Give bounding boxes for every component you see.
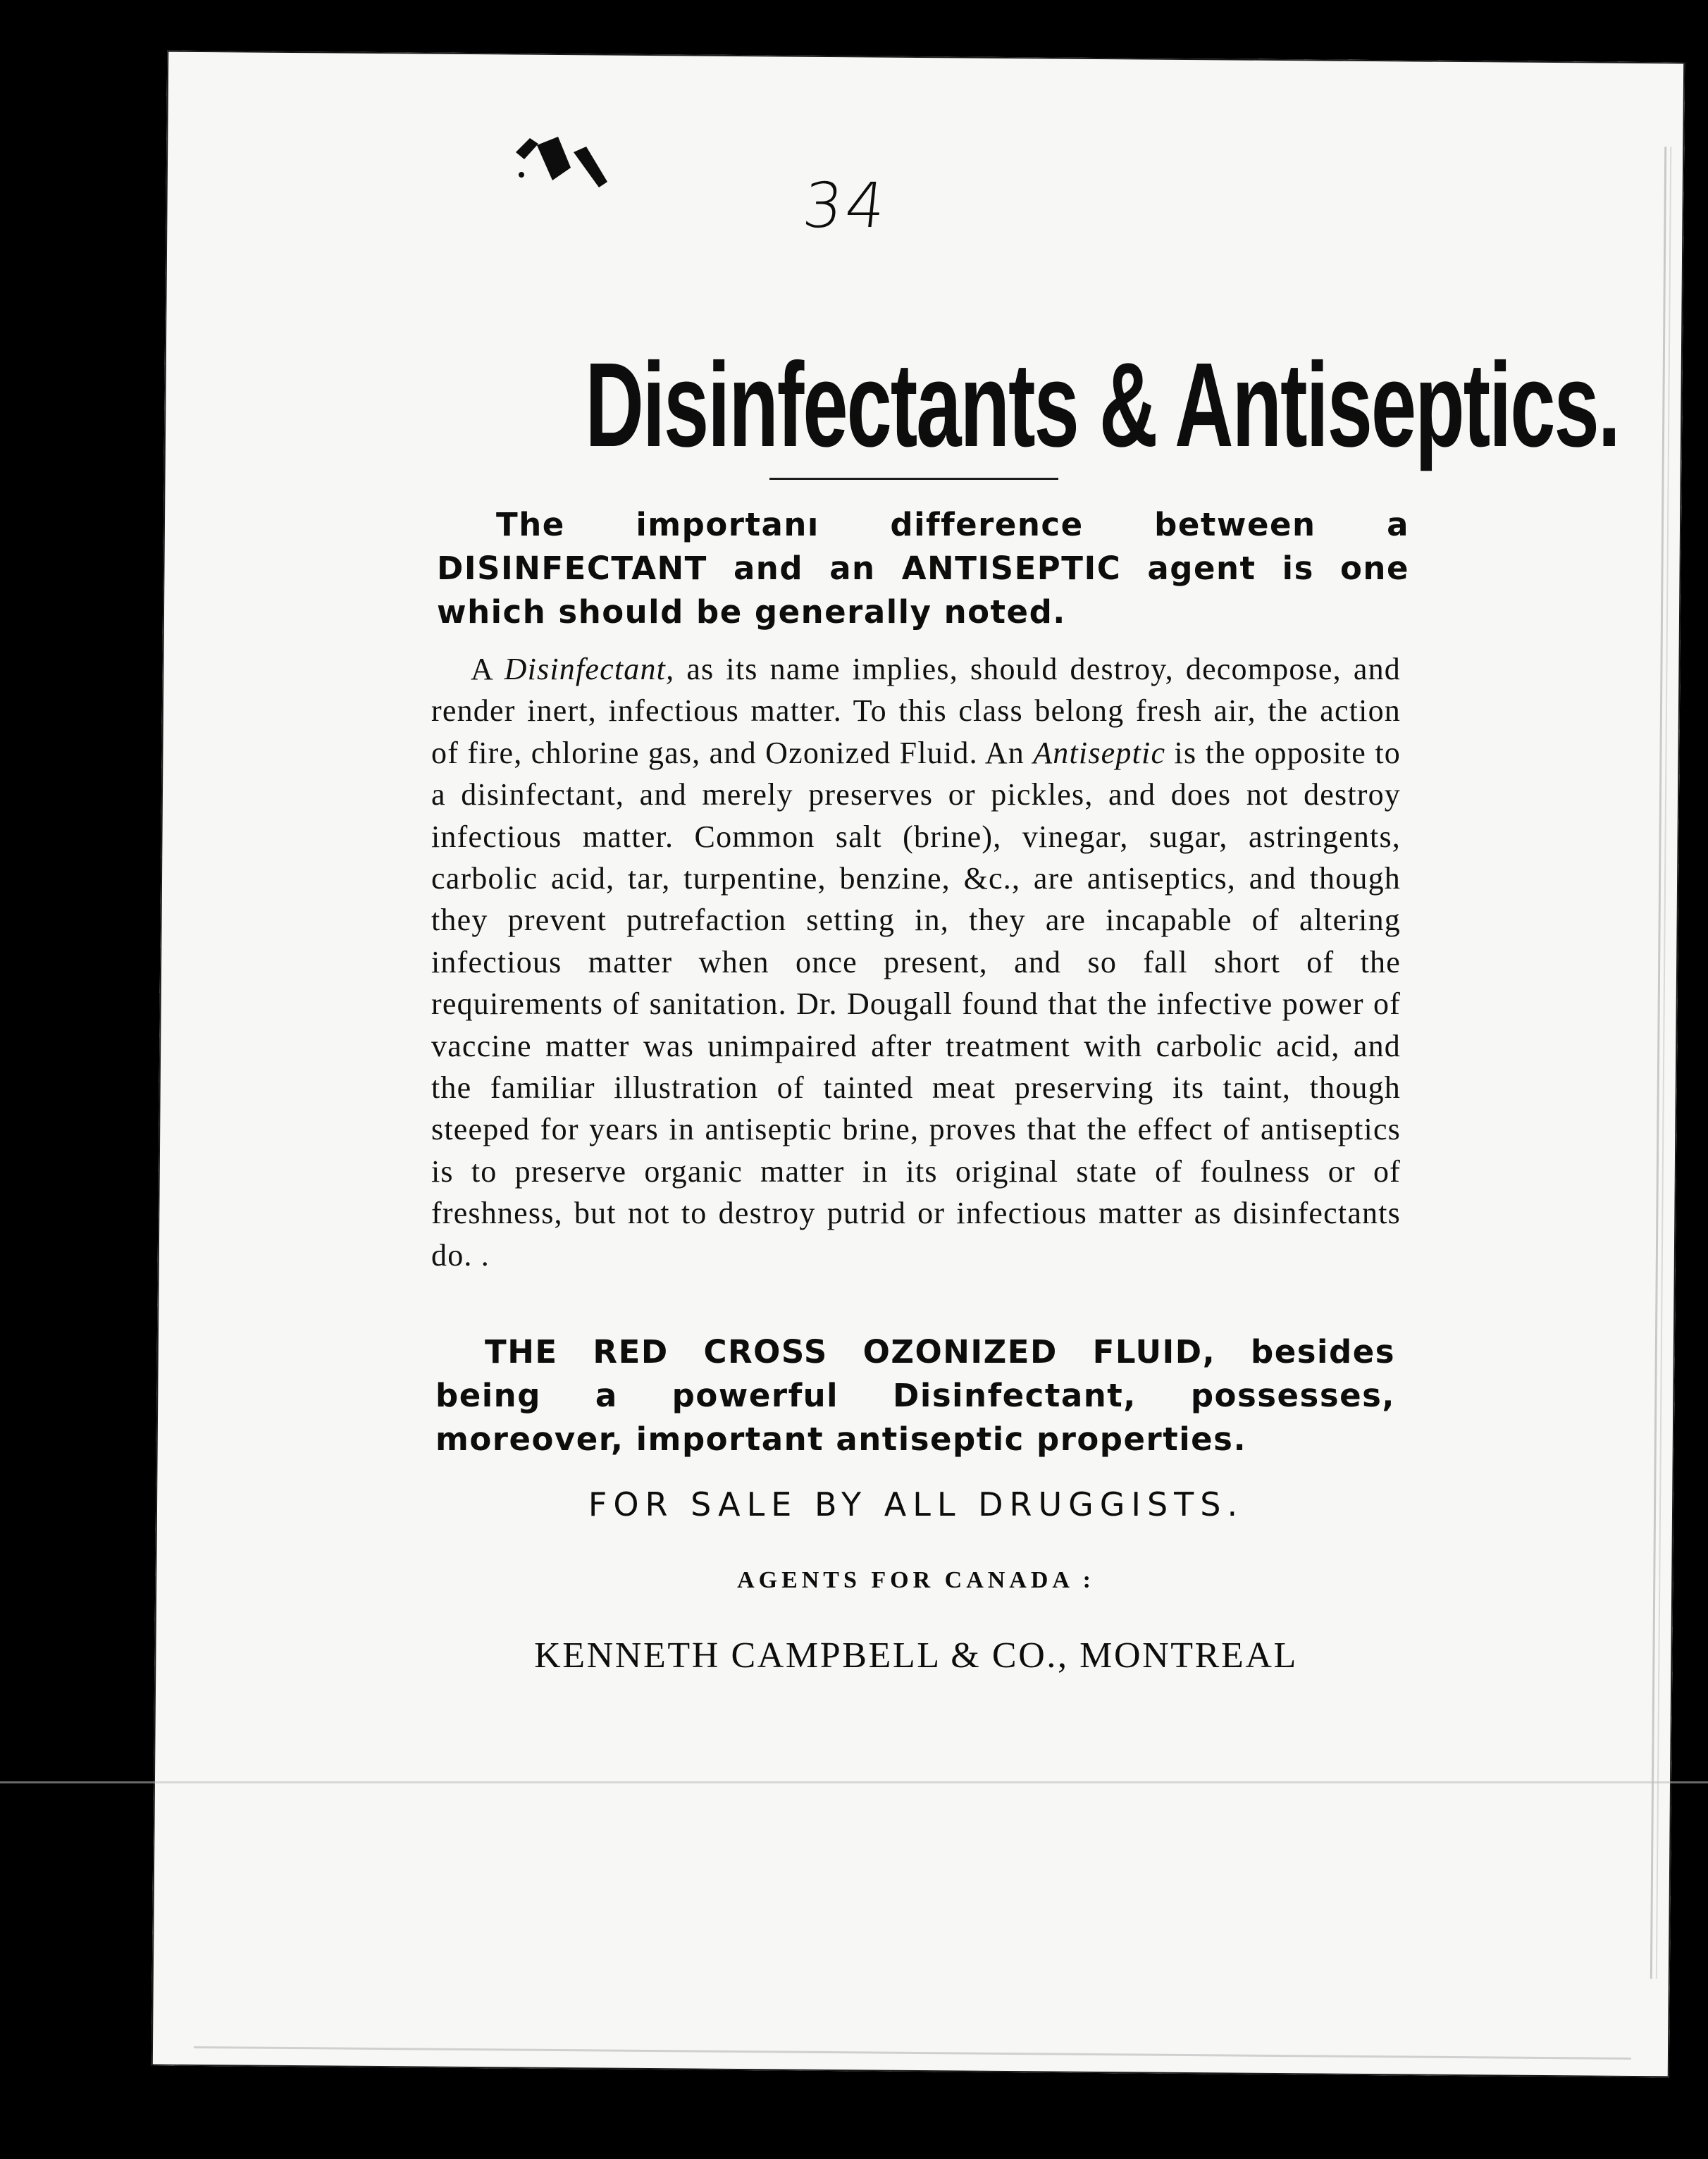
body-text-start: A (471, 652, 505, 686)
body-paragraph (431, 648, 1401, 1276)
company-line: KENNETH CAMPBELL & CO., MONTREAL (534, 1635, 1298, 1676)
page-edge-bottom (194, 2046, 1631, 2063)
term-disinfectant: Disinfectant, (504, 652, 675, 686)
page-edge-right (1650, 147, 1671, 1979)
intro-paragraph: The importanı difference between a DISINFECTANT and an ANTISEPTIC agent is one which should be generally noted. (437, 506, 1409, 631)
scan-artifact-line (0, 1781, 1708, 1783)
ink-blot-mark (509, 131, 614, 194)
agents-line: AGENTS FOR CANADA : (737, 1567, 1095, 1593)
body-text-part-1: as its name implies, should destroy, decompose, and render inert, infectious matter. To this class belong fresh air, the action of fire, chlorine gas, and Ozonized Fluid. An (431, 652, 1401, 770)
red-cross-paragraph: THE RED CROSS OZONIZED FLUID, besides being a powerful Disinfectant, possesses, moreover, important antiseptic properties. (435, 1333, 1395, 1458)
body-text-part-2: is the opposite to a disinfectant, and merely preserves or pickles, and does not destroy infectious matter. Common salt (brine), vinegar, sugar, astringents, carbolic acid, tar, turpentine, benzine, &c., are antiseptics, and though they prevent putrefaction setting in, they are incapable of altering infectious matter when once present, and so fall short of the requirements of sanitation. Dr. Dougall found that the infective power of vaccine matter was unimpaired after treatment with carbolic acid, and the familiar illustration of tainted meat preserving its taint, though steeped for years in antiseptic brine, proves that the effect of antiseptics is to preserve organic matter in its original state of foulness or of freshness, but not to destroy putrid or infectious matter as disinfectants do. . (431, 735, 1401, 1273)
title-divider (769, 478, 1058, 480)
for-sale-line: FOR SALE BY ALL DRUGGISTS. (588, 1485, 1244, 1523)
page-title: Disinfectants & Antiseptics. (585, 338, 1619, 472)
page-number: 34 (799, 169, 892, 242)
term-antiseptic: Antiseptic (1033, 735, 1166, 770)
